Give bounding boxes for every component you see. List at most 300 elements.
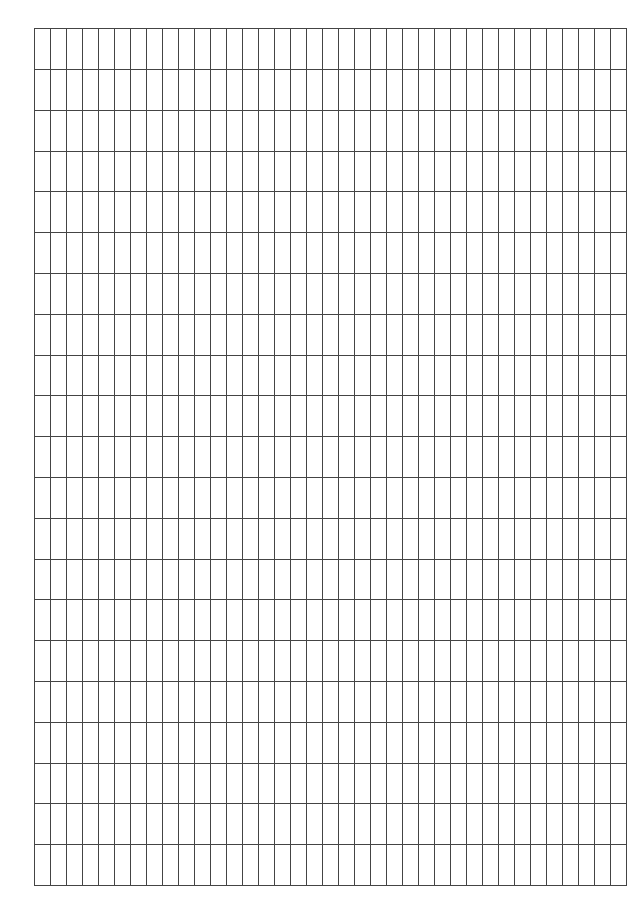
table-cell <box>323 600 339 641</box>
table-cell <box>595 314 611 355</box>
table-cell <box>611 518 627 559</box>
table-cell <box>243 29 259 70</box>
table-cell <box>547 600 563 641</box>
table-cell <box>323 151 339 192</box>
table-cell <box>163 437 179 478</box>
table-cell <box>419 641 435 682</box>
table-cell <box>227 518 243 559</box>
table-cell <box>163 804 179 845</box>
table-cell <box>275 518 291 559</box>
table-cell <box>435 29 451 70</box>
table-row <box>131 29 147 886</box>
table-cell <box>227 641 243 682</box>
table-cell <box>99 722 115 763</box>
table-row <box>67 29 83 886</box>
table-cell <box>115 845 131 886</box>
table-cell <box>531 396 547 437</box>
table-cell <box>307 682 323 723</box>
table-cell <box>419 70 435 111</box>
table-cell <box>371 845 387 886</box>
table-cell <box>115 682 131 723</box>
table-cell <box>483 845 499 886</box>
table-cell <box>291 600 307 641</box>
table-cell <box>67 518 83 559</box>
table-cell <box>195 233 211 274</box>
table-cell <box>499 233 515 274</box>
table-cell <box>179 151 195 192</box>
table-row <box>419 29 435 886</box>
table-cell <box>451 192 467 233</box>
table-cell <box>547 274 563 315</box>
table-cell <box>99 355 115 396</box>
table-cell <box>195 682 211 723</box>
table-cell <box>147 559 163 600</box>
table-cell <box>403 478 419 519</box>
table-cell <box>243 355 259 396</box>
table-row <box>483 29 499 886</box>
table-cell <box>595 233 611 274</box>
table-cell <box>547 845 563 886</box>
table-cell <box>211 682 227 723</box>
table-cell <box>291 804 307 845</box>
table-cell <box>163 192 179 233</box>
table-cell <box>451 29 467 70</box>
table-cell <box>83 233 99 274</box>
table-cell <box>227 192 243 233</box>
table-cell <box>435 641 451 682</box>
table-cell <box>515 518 531 559</box>
table-cell <box>259 274 275 315</box>
table-cell <box>51 478 67 519</box>
table-cell <box>115 274 131 315</box>
table-cell <box>147 437 163 478</box>
table-cell <box>547 355 563 396</box>
table-cell <box>563 437 579 478</box>
table-cell <box>323 192 339 233</box>
table-cell <box>51 559 67 600</box>
table-cell <box>611 29 627 70</box>
table-cell <box>579 110 595 151</box>
table-cell <box>51 763 67 804</box>
table-cell <box>467 763 483 804</box>
table-row <box>259 29 275 886</box>
table-cell <box>243 641 259 682</box>
table-row <box>211 29 227 886</box>
table-cell <box>515 396 531 437</box>
table-cell <box>579 437 595 478</box>
table-cell <box>387 478 403 519</box>
table-cell <box>243 314 259 355</box>
table-cell <box>163 600 179 641</box>
table-cell <box>51 70 67 111</box>
table-cell <box>499 192 515 233</box>
table-row <box>371 29 387 886</box>
table-cell <box>355 763 371 804</box>
table-cell <box>563 478 579 519</box>
table-cell <box>243 763 259 804</box>
table-cell <box>339 437 355 478</box>
table-cell <box>371 192 387 233</box>
table-cell <box>579 478 595 519</box>
table-cell <box>451 70 467 111</box>
table-cell <box>419 151 435 192</box>
table-cell <box>339 355 355 396</box>
table-cell <box>307 845 323 886</box>
table-cell <box>259 722 275 763</box>
table-cell <box>83 722 99 763</box>
table-cell <box>195 722 211 763</box>
table-cell <box>147 314 163 355</box>
table-cell <box>355 233 371 274</box>
table-cell <box>67 804 83 845</box>
table-cell <box>131 722 147 763</box>
table-cell <box>147 396 163 437</box>
table-cell <box>595 478 611 519</box>
table-cell <box>467 355 483 396</box>
table-cell <box>243 110 259 151</box>
table-cell <box>211 518 227 559</box>
table-cell <box>67 355 83 396</box>
table-cell <box>435 274 451 315</box>
table-cell <box>451 559 467 600</box>
table-cell <box>291 151 307 192</box>
table-cell <box>67 29 83 70</box>
table-cell <box>83 192 99 233</box>
table-cell <box>563 722 579 763</box>
table-cell <box>595 559 611 600</box>
table-cell <box>515 804 531 845</box>
table-cell <box>99 70 115 111</box>
table-cell <box>99 763 115 804</box>
table-cell <box>467 804 483 845</box>
table-cell <box>611 192 627 233</box>
table-cell <box>467 70 483 111</box>
table-cell <box>323 355 339 396</box>
table-cell <box>547 29 563 70</box>
table-cell <box>595 151 611 192</box>
table-cell <box>115 804 131 845</box>
table-cell <box>323 641 339 682</box>
table-cell <box>387 722 403 763</box>
table-cell <box>611 151 627 192</box>
table-cell <box>67 641 83 682</box>
table-cell <box>147 763 163 804</box>
table-cell <box>339 641 355 682</box>
table-cell <box>387 192 403 233</box>
table-cell <box>403 192 419 233</box>
table-cell <box>307 804 323 845</box>
table-cell <box>51 29 67 70</box>
table-cell <box>387 70 403 111</box>
table-cell <box>99 518 115 559</box>
table-cell <box>339 29 355 70</box>
table-cell <box>595 763 611 804</box>
table-cell <box>179 396 195 437</box>
table-cell <box>275 110 291 151</box>
table-cell <box>275 151 291 192</box>
table-cell <box>403 314 419 355</box>
table-cell <box>419 355 435 396</box>
table-cell <box>275 478 291 519</box>
table-cell <box>163 763 179 804</box>
table-row <box>179 29 195 886</box>
table-cell <box>227 355 243 396</box>
table-cell <box>83 559 99 600</box>
table-cell <box>51 151 67 192</box>
table-cell <box>515 110 531 151</box>
table-cell <box>419 559 435 600</box>
table-cell <box>483 192 499 233</box>
table-cell <box>275 233 291 274</box>
table-cell <box>195 559 211 600</box>
table-cell <box>179 110 195 151</box>
table-cell <box>259 682 275 723</box>
table-cell <box>579 722 595 763</box>
table-cell <box>195 355 211 396</box>
table-cell <box>595 437 611 478</box>
table-cell <box>163 559 179 600</box>
table-cell <box>483 722 499 763</box>
table-cell <box>403 559 419 600</box>
table-cell <box>227 559 243 600</box>
table-cell <box>483 437 499 478</box>
table-cell <box>419 600 435 641</box>
table-cell <box>435 722 451 763</box>
table-cell <box>339 151 355 192</box>
table-cell <box>227 151 243 192</box>
table-cell <box>611 274 627 315</box>
table-cell <box>611 804 627 845</box>
table-cell <box>227 763 243 804</box>
table-cell <box>131 600 147 641</box>
table-cell <box>147 29 163 70</box>
table-cell <box>227 845 243 886</box>
table-cell <box>611 845 627 886</box>
table-row <box>51 29 67 886</box>
table-cell <box>451 600 467 641</box>
table-cell <box>83 478 99 519</box>
table-cell <box>307 396 323 437</box>
table-cell <box>499 314 515 355</box>
table-cell <box>531 559 547 600</box>
table-cell <box>275 682 291 723</box>
table-cell <box>51 110 67 151</box>
table-cell <box>579 192 595 233</box>
table-cell <box>403 518 419 559</box>
table-cell <box>51 641 67 682</box>
table-cell <box>179 518 195 559</box>
table-cell <box>371 804 387 845</box>
table-cell <box>323 804 339 845</box>
table-cell <box>467 314 483 355</box>
table-cell <box>259 233 275 274</box>
table-cell <box>259 29 275 70</box>
table-cell <box>531 192 547 233</box>
table-cell <box>355 722 371 763</box>
table-cell <box>499 763 515 804</box>
table-cell <box>435 600 451 641</box>
table-cell <box>611 478 627 519</box>
table-cell <box>307 763 323 804</box>
table-cell <box>371 763 387 804</box>
table-cell <box>403 355 419 396</box>
table-cell <box>579 355 595 396</box>
table-cell <box>35 478 51 519</box>
table-cell <box>195 70 211 111</box>
table-cell <box>275 396 291 437</box>
table-cell <box>115 518 131 559</box>
table-cell <box>579 682 595 723</box>
table-cell <box>307 233 323 274</box>
table-cell <box>515 722 531 763</box>
table-cell <box>611 682 627 723</box>
table-cell <box>51 518 67 559</box>
table-cell <box>451 763 467 804</box>
table-cell <box>131 518 147 559</box>
table-cell <box>483 559 499 600</box>
table-cell <box>35 437 51 478</box>
table-cell <box>563 518 579 559</box>
table-cell <box>355 641 371 682</box>
table-cell <box>35 845 51 886</box>
table-cell <box>611 233 627 274</box>
table-cell <box>499 559 515 600</box>
table-cell <box>403 641 419 682</box>
table-cell <box>403 600 419 641</box>
table-cell <box>563 151 579 192</box>
table-cell <box>355 274 371 315</box>
table-cell <box>531 233 547 274</box>
table-cell <box>195 314 211 355</box>
table-cell <box>99 192 115 233</box>
table-cell <box>531 845 547 886</box>
table-cell <box>131 274 147 315</box>
table-cell <box>51 314 67 355</box>
table-row <box>243 29 259 886</box>
table-cell <box>371 314 387 355</box>
table-row <box>163 29 179 886</box>
table-cell <box>243 192 259 233</box>
table-row <box>611 29 627 886</box>
table-cell <box>451 682 467 723</box>
table-cell <box>419 722 435 763</box>
table-cell <box>83 110 99 151</box>
table-body <box>35 29 627 886</box>
table-cell <box>67 314 83 355</box>
table-cell <box>419 763 435 804</box>
table-cell <box>483 682 499 723</box>
table-cell <box>371 478 387 519</box>
table-cell <box>147 682 163 723</box>
table-cell <box>339 845 355 886</box>
table-cell <box>323 682 339 723</box>
table-cell <box>291 478 307 519</box>
table-cell <box>179 314 195 355</box>
table-cell <box>355 29 371 70</box>
table-cell <box>547 804 563 845</box>
table-cell <box>67 763 83 804</box>
table-cell <box>163 151 179 192</box>
table-cell <box>339 600 355 641</box>
table-cell <box>211 722 227 763</box>
table-cell <box>243 151 259 192</box>
table-cell <box>275 437 291 478</box>
table-cell <box>595 274 611 315</box>
table-row <box>579 29 595 886</box>
table-row <box>115 29 131 886</box>
table-cell <box>371 29 387 70</box>
table-cell <box>419 274 435 315</box>
table-cell <box>307 192 323 233</box>
table-cell <box>291 192 307 233</box>
table-cell <box>35 396 51 437</box>
table-cell <box>243 233 259 274</box>
table-cell <box>531 437 547 478</box>
table-cell <box>99 559 115 600</box>
table-cell <box>35 314 51 355</box>
table-cell <box>307 600 323 641</box>
table-cell <box>467 600 483 641</box>
table-cell <box>51 722 67 763</box>
table-cell <box>195 29 211 70</box>
table-cell <box>147 70 163 111</box>
table-row <box>387 29 403 886</box>
table-cell <box>547 233 563 274</box>
table-cell <box>243 682 259 723</box>
table-cell <box>451 396 467 437</box>
table-cell <box>515 600 531 641</box>
table-cell <box>563 29 579 70</box>
table-cell <box>611 641 627 682</box>
table-cell <box>67 151 83 192</box>
table-cell <box>451 274 467 315</box>
table-cell <box>115 763 131 804</box>
table-cell <box>83 314 99 355</box>
table-cell <box>211 110 227 151</box>
table-cell <box>99 845 115 886</box>
table-cell <box>227 233 243 274</box>
table-cell <box>579 518 595 559</box>
table-cell <box>51 682 67 723</box>
table-cell <box>115 559 131 600</box>
table-cell <box>611 559 627 600</box>
table-cell <box>323 70 339 111</box>
table-cell <box>227 396 243 437</box>
table-cell <box>35 722 51 763</box>
table-cell <box>291 396 307 437</box>
table-cell <box>99 233 115 274</box>
table-cell <box>147 110 163 151</box>
table-cell <box>563 355 579 396</box>
table-cell <box>515 845 531 886</box>
table-row <box>403 29 419 886</box>
table-cell <box>403 804 419 845</box>
table-cell <box>211 29 227 70</box>
table-cell <box>467 192 483 233</box>
table-cell <box>243 518 259 559</box>
table-cell <box>291 682 307 723</box>
table-cell <box>83 682 99 723</box>
table-cell <box>195 600 211 641</box>
table-cell <box>563 804 579 845</box>
table-cell <box>179 804 195 845</box>
table-cell <box>371 151 387 192</box>
table-cell <box>275 70 291 111</box>
table-cell <box>579 274 595 315</box>
table-cell <box>387 314 403 355</box>
table-cell <box>355 518 371 559</box>
table-cell <box>35 151 51 192</box>
